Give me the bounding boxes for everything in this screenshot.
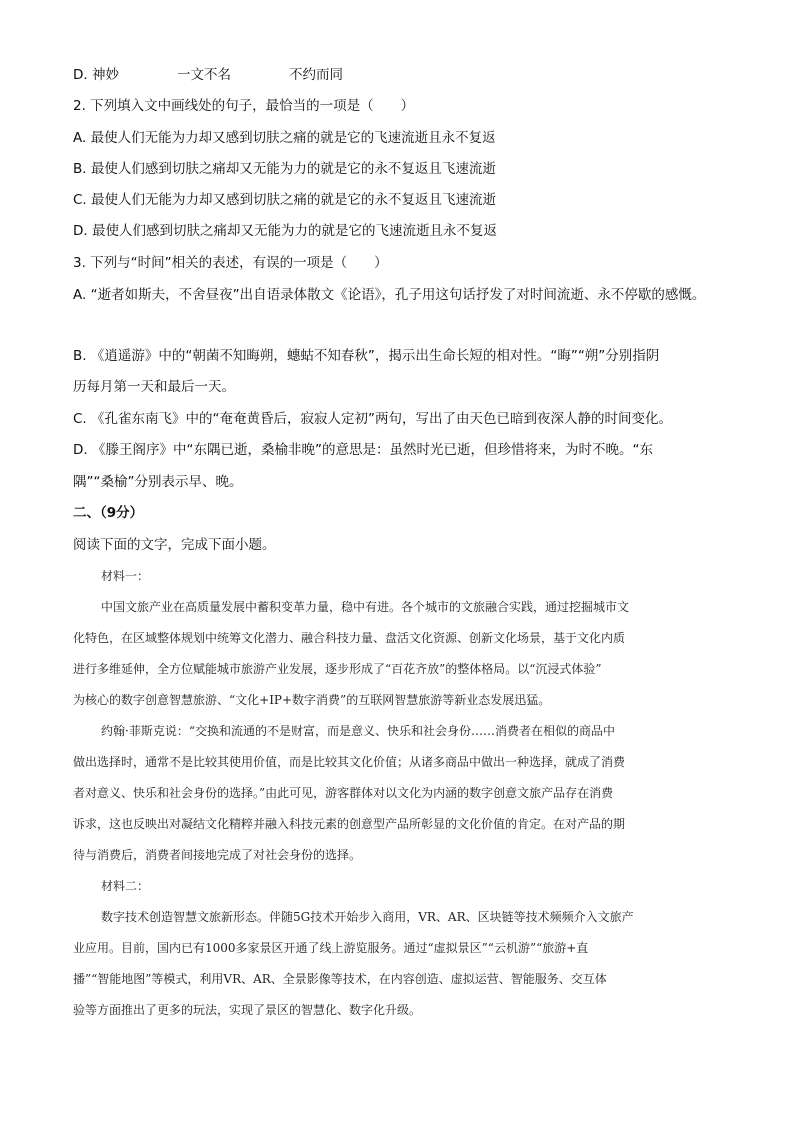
q3-option-a: A. “逝者如斯夫，不舍昼夜”出自语录体散文《论语》，孔子用这句话抒发了对时间流逝、永不停歇的感慨。 [73,287,706,303]
q3-option-c: C. 《孔雀东南飞》中的“奄奄黄昏后，寂寂人定初”两句，写出了由天色已暗到夜深人静的时间变化。 [73,411,672,427]
material1-p1-line: 中国文旅产业在高质量发展中蓄积变革力量，稳中有进。各个城市的文旅融合实践，通过挖掘城市文 [101,600,630,614]
material1-p2-line: 待与消费后，消费者间接地完成了对社会身份的选择。 [73,848,362,862]
section2-instruction: 阅读下面的文字，完成下面小题。 [73,537,276,553]
material2-p1-line: 验等方面推出了更多的玩法，实现了景区的智慧化、数字化升级。 [73,1003,422,1017]
q1-option-d-label: D. 神妙 [73,67,119,83]
material1-p2-line: 者对意义、快乐和社会身份的选择。”由此可见，游客群体对以文化为内涵的数字创意文旅产品存在消费 [73,786,614,800]
material2-p1-line: 业应用。目前，国内已有1000多家景区开通了线上游览服务。通过“虚拟景区”“云机游”“旅游+直 [73,941,589,955]
material1-title: 材料一： [101,569,150,583]
q1-option-d-word2: 一文不名 [177,67,231,83]
material2-title: 材料二： [101,879,150,893]
q1-option-d-word3: 不约而同 [289,67,343,83]
q3-option-d-line2: 隅”“桑榆”分别表示早、晚。 [73,474,243,490]
material1-p2-line: 诉求，这也反映出对凝结文化精粹并融入科技元素的创意型产品所彰显的文化价值的肯定。在对产品的期 [73,817,626,831]
q2-option-d: D. 最使人们感到切肤之痛却又无能为力的就是它的飞速流逝且永不复返 [73,223,497,239]
material2-p1-line: 播”“智能地图”等模式，利用VR、AR、全景影像等技术，在内容创造、虚拟运营、智能服务、交互体 [73,972,607,986]
q3-option-b-line1: B. 《逍遥游》中的“朝菌不知晦朔，蟪蛄不知春秋”，揭示出生命长短的相对性。“晦”“朔”分别指阴 [73,348,660,364]
section2-heading: 二、（9分） [73,505,144,521]
material1-p2-line: 约翰·菲斯克说：“交换和流通的不是财富，而是意义、快乐和社会身份……消费者在相似的商品中 [101,724,615,738]
q2-option-b: B. 最使人们感到切肤之痛却又无能为力的就是它的永不复返且飞速流逝 [73,161,496,177]
material1-p1-line: 为核心的数字创意智慧旅游、“文化+IP+数字消费”的互联网智慧旅游等新业态发展迅猛。 [73,693,551,707]
material1-p1-line: 化特色，在区域整体规划中统筹文化潜力、融合科技力量、盘活文化资源、创新文化场景，基于文化内质 [73,631,626,645]
q1-option-d [73,65,433,85]
material2-p1-line: 数字技术创造智慧文旅新形态。伴随5G技术开始步入商用，VR、AR、区块链等技术频频介入文旅产 [101,910,634,924]
q2-option-c: C. 最使人们无能为力却又感到切肤之痛的就是它的永不复返且飞速流逝 [73,192,497,208]
material1-p1-line: 进行多维延伸，全方位赋能城市旅游产业发展，逐步形成了“百花齐放”的整体格局。以“沉浸式体验” [73,662,602,676]
q3-option-b-line2: 历每月第一天和最后一天。 [73,379,235,395]
material1-p2-line: 做出选择时，通常不是比较其使用价值，而是比较其文化价值；从诸多商品中做出一种选择，就成了消费 [73,755,626,769]
q2-option-a: A. 最使人们无能为力却又感到切肤之痛的就是它的飞速流逝且永不复返 [73,130,496,146]
q3-option-d-line1: D. 《滕王阁序》中“东隅已逝，桑榆非晚”的意思是：虽然时光已逝，但珍惜将来，为时不晚。“东 [73,442,653,458]
q2-stem: 2. 下列填入文中画线处的句子，最恰当的一项是（ ） [73,98,415,114]
q3-stem: 3. 下列与“时间”相关的表述，有误的一项是（ ） [73,255,388,271]
